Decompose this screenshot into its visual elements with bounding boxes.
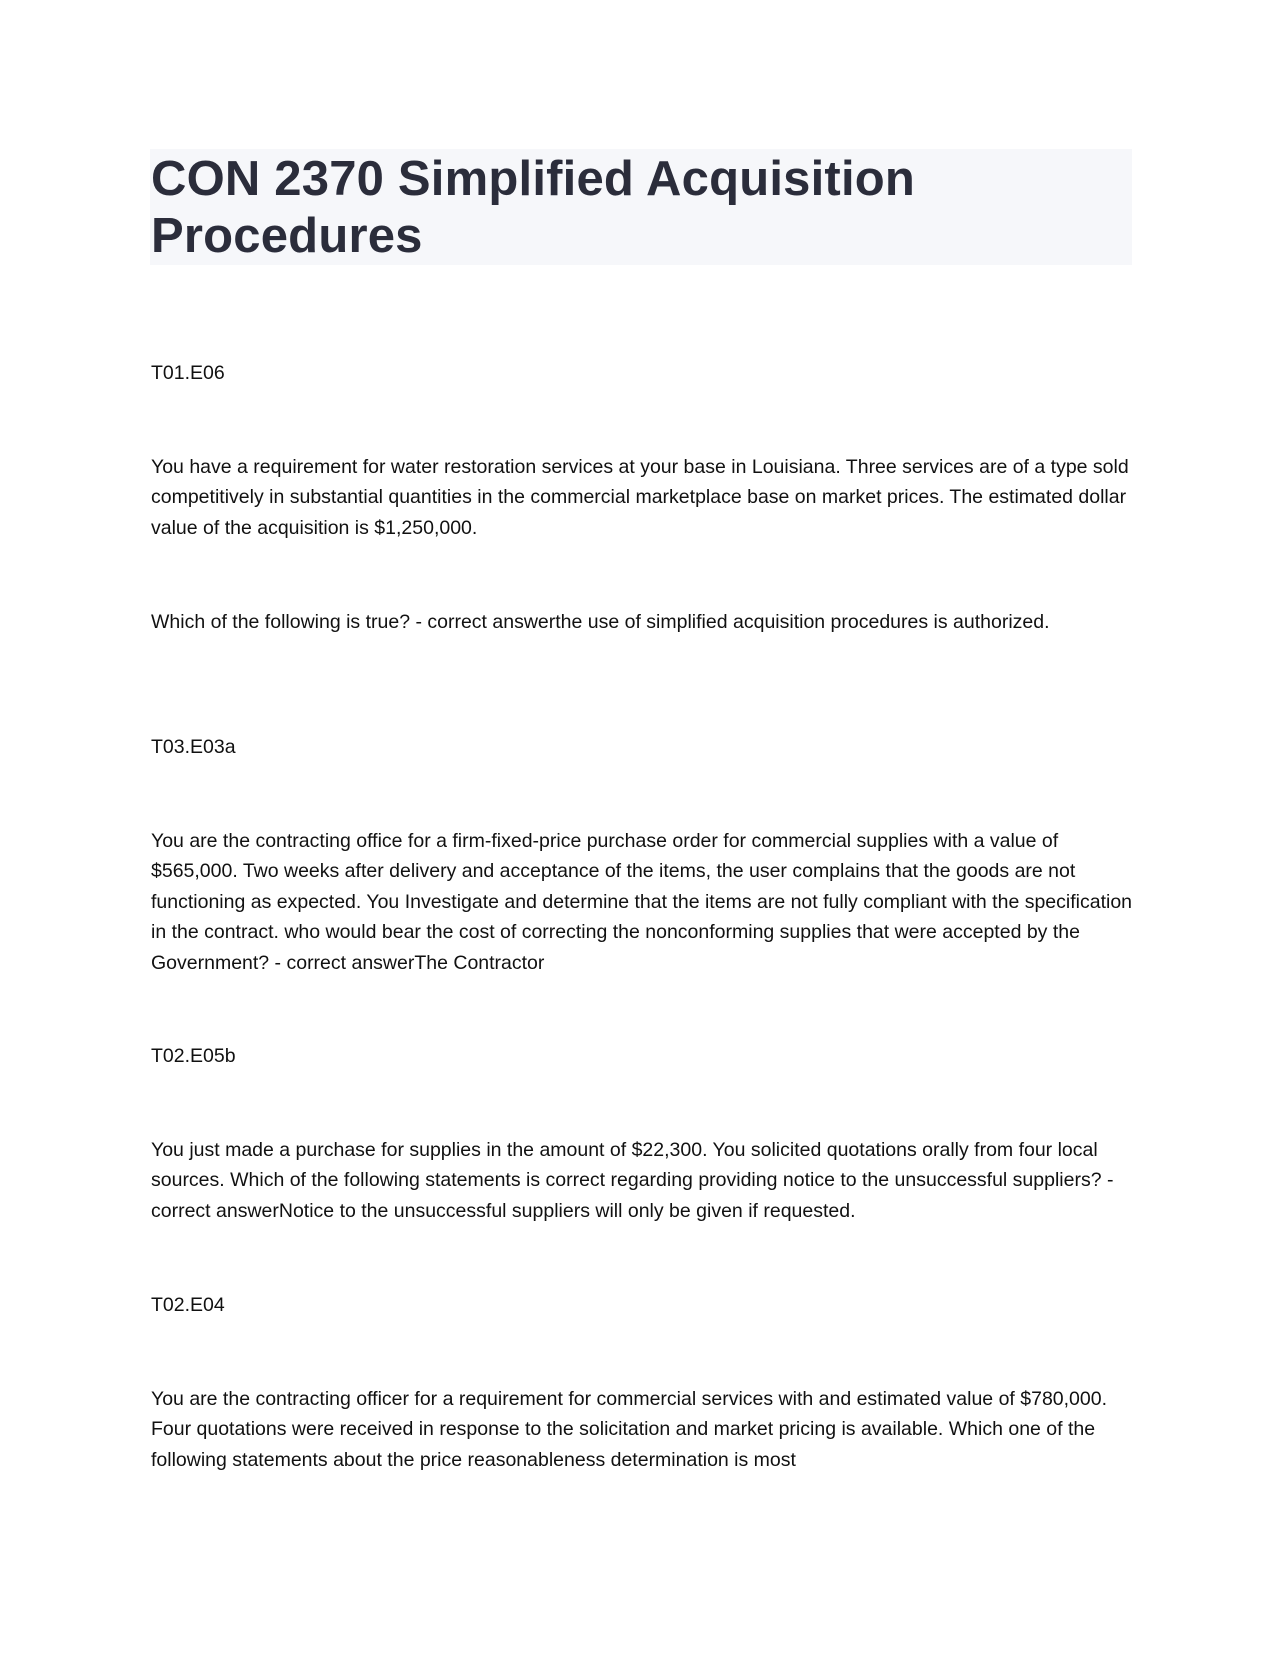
question-id-t03-e03a: T03.E03a	[151, 736, 236, 758]
question-id-t02-e04: T02.E04	[151, 1294, 225, 1316]
document-title: CON 2370 Simplified Acquisition Procedures	[151, 152, 916, 263]
question-text: You just made a purchase for supplies in the amount of $22,300. You solicited quotations orally from four local sources. Which of the following statements is correct regarding providing notice to the unsuccessful suppliers? - correct answerNotice to the unsuccessful suppliers will only be given if requested.	[151, 1139, 1114, 1222]
question-text: You are the contracting office for a firm-fixed-price purchase order for commercial supplies with a value of $565,000. Two weeks after delivery and acceptance of the items, the user complains that the goods are not functioning as expected. You Investigate and determine that the items are not fully compliant with the specification in the contract. who would bear the cost of correcting the nonconforming supplies that were accepted by the Government? - correct answerThe Contractor	[151, 830, 1133, 974]
question-answer: Which of the following is true? - correct answerthe use of simplified acquisition procedures is authorized.	[151, 611, 1050, 633]
title-block	[150, 149, 1132, 265]
question-id-t02-e05b: T02.E05b	[151, 1045, 236, 1067]
question-text: You have a requirement for water restoration services at your base in Louisiana. Three services are of a type sold competitively in substantial quantities in the commercial marketplace base on market prices. The estimated dollar value of the acquisition is $1,250,000.	[151, 456, 1129, 539]
question-text: You are the contracting officer for a requirement for commercial services with and estimated value of $780,000. Four quotations were received in response to the solicitation and market pricing is available. Which one of the following statements about the price reasonableness determination is most	[151, 1388, 1108, 1471]
question-id-t01-e06: T01.E06	[151, 362, 225, 384]
